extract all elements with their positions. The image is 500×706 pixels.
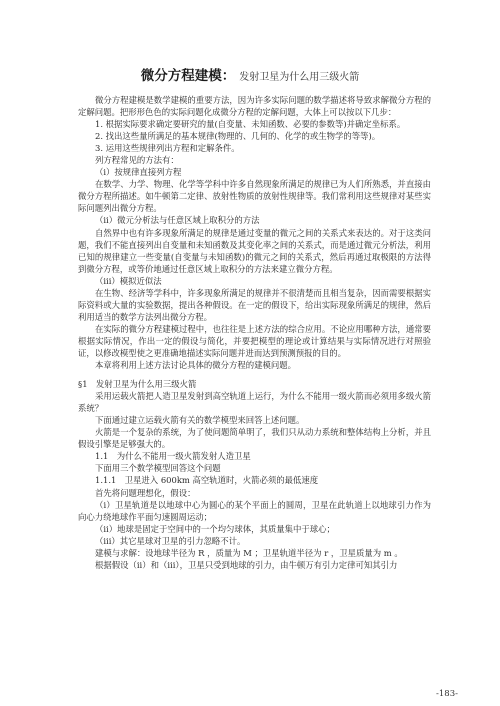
list-item: 3. 运用这些规律列出方程和定解条件。: [95, 143, 240, 154]
subsubsection-heading: 1.1.1 卫星进入 600km 高空轨道时，火箭必须的最低速度: [95, 475, 319, 486]
subsection-heading: 1.1 为什么不能用一级火箭发射人造卫星: [95, 451, 251, 462]
list-item: 1. 根据实际要求确定要研究的量(自变量、未知函数、必要的参数等)并确定坐标系。: [95, 119, 406, 130]
assumption-item: （ii）地球是固定于空间中的一个均匀球体，其质量集中于球心；: [95, 523, 335, 534]
assumption-item: （i）卫星轨道是以地球中心为圆心的某个平面上的圆周，卫星在此轨道上以地球引力作为向心力绕地球作平面匀速圆周运动；: [78, 499, 431, 522]
paragraph: 建模与求解：设地球半径为 R ，质量为 M ；卫星轨道半径为 r ，卫星质量为 m 。: [95, 547, 403, 558]
section-heading: §1 发射卫星为什么用三级火箭: [78, 379, 197, 390]
method-heading: （i）按规律直接列方程: [95, 167, 182, 178]
paragraph: 采用运载火箭把人造卫星发射到高空轨道上运行，为什么不能用一级火箭而必须用多级火箭系统？: [78, 391, 431, 414]
document-body: [78, 94, 431, 571]
paragraph: 自然界中也有许多现象所满足的规律是通过变量的微元之间的关系式来表达的。对于这类问题，我们不能直接列出自变量和未知函数及其变化率之间的关系式，而是通过微元分析法，利用已知的规律建立一些变量(自变量与未知函数)的微元之间的关系式，然后再通过取极限的方法得到微分方程，或等价地通过任意区域上取积分的方法来建立微分方程。: [78, 227, 431, 274]
paragraph: 列方程常见的方法有：: [95, 155, 179, 166]
page-title: [0, 66, 500, 87]
list-item: 2. 找出这些量所满足的基本规律(物理的、几何的、化学的或生物学的等等)。: [95, 131, 381, 142]
method-heading: （ii）微元分析法与任意区域上取积分的方法: [95, 215, 260, 226]
assumption-item: （iii）其它星球对卫星的引力忽略不计。: [95, 535, 246, 546]
paragraph: 在实际的微分方程建模过程中，也往往是上述方法的综合应用。不论应用哪种方法，通常要根据实际情况，作出一定的假设与简化，并要把模型的理论或计算结果与实际情况进行对照验证，以修改模型使之更准确地描述实际问题并进而达到预测预报的目的。: [78, 323, 431, 358]
paragraph: 本章将利用上述方法讨论具体的微分方程的建模问题。: [95, 360, 296, 371]
paragraph: 火箭是一个复杂的系统，为了使问题简单明了，我们只从动力系统和整体结构上分析，并且假设引擎是足够强大的。: [78, 427, 431, 450]
paragraph: 首先将问题理想化，假设：: [95, 487, 196, 498]
page-number: -183-: [436, 689, 458, 699]
paragraph: 在数学、力学、物理、化学等学科中许多自然现象所满足的规律已为人们所熟悉，并直接由微分方程所描述。如牛顿第二定律、放射性物质的放射性规律等。我们常利用这些规律对某些实际问题列出微分方程。: [78, 179, 431, 214]
title-main: 微分方程建模：: [140, 68, 236, 84]
paragraph: 根据假设（ii）和（iii），卫星只受到地球的引力，由牛顿万有引力定律可知其引力: [95, 559, 398, 570]
paragraph: 在生物、经济等学科中，许多现象所满足的规律并不很清楚而且相当复杂，因而需要根据实际资料或大量的实验数据，提出各种假设。在一定的假设下，给出实际现象所满足的规律，然后利用适当的数学方法列出微分方程。: [78, 287, 431, 322]
method-heading: （iii）模拟近似法: [95, 275, 162, 286]
paragraph: 下面通过建立运载火箭有关的数学模型来回答上述问题。: [95, 415, 305, 426]
paragraph: 微分方程建模是数学建模的重要方法，因为许多实际问题的数学描述将导致求解微分方程的定解问题。把形形色色的实际问题化成微分方程的定解问题，大体上可以按以下几步：: [78, 95, 431, 118]
title-subtitle: 发射卫星为什么用三级火箭: [239, 72, 360, 83]
paragraph: 下面用三个数学模型回答这个问题: [95, 463, 221, 474]
